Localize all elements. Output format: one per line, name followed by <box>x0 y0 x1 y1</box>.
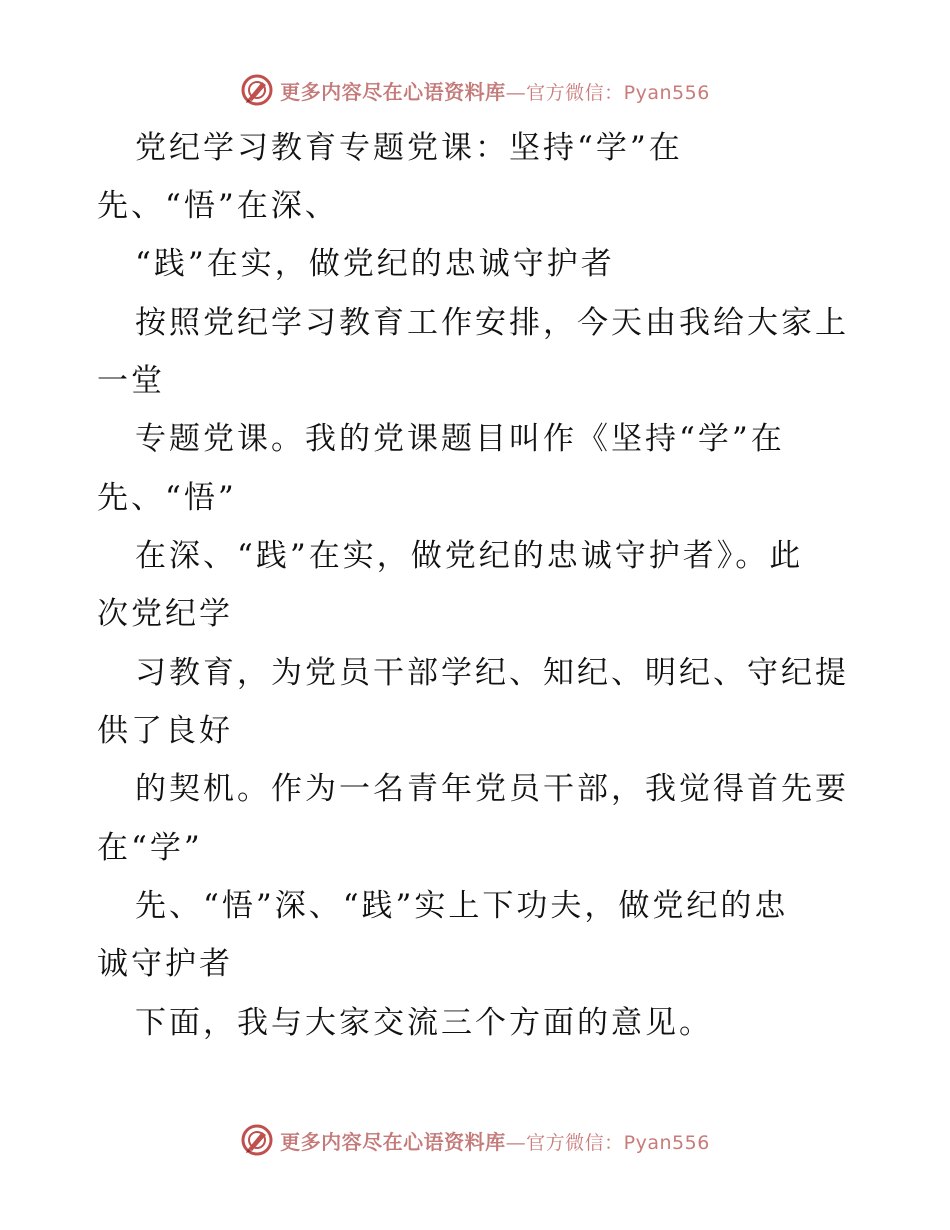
text-line: 一堂 <box>97 363 165 399</box>
text-line: 次党纪学 <box>97 596 233 632</box>
watermark-brand: 更多内容尽在心语资料库 <box>280 79 506 104</box>
text-line: “践”在实，做党纪的忠诚守护者 <box>135 246 615 282</box>
pen-logo-icon <box>240 1123 274 1157</box>
text-line: 在深、“践”在实，做党纪的忠诚守护者》。此 <box>135 538 804 574</box>
watermark-separator: — <box>505 1129 527 1154</box>
text-line: 按照党纪学习教育工作安排，今天由我给大家上 <box>135 305 849 341</box>
text-line: 在“学” <box>97 830 203 866</box>
watermark-subtitle: 官方微信：Pyan556 <box>526 81 710 104</box>
watermark-separator: — <box>505 79 527 104</box>
pen-logo-icon <box>240 73 274 107</box>
text-line: 习教育，为党员干部学纪、知纪、明纪、守纪提 <box>135 655 849 691</box>
text-line: 的契机。作为一名青年党员干部，我觉得首先要 <box>135 771 849 807</box>
text-line: 先、“悟”深、“践”实上下功夫，做党纪的忠 <box>135 888 789 924</box>
text-line: 党纪学习教育专题党课：坚持“学”在 <box>135 130 683 166</box>
footer-watermark <box>0 1120 950 1160</box>
text-line: 先、“悟” <box>97 480 237 516</box>
text-line: 下面，我与大家交流三个方面的意见。 <box>135 1005 713 1041</box>
text-line: 供了良好 <box>97 713 233 749</box>
header-watermark <box>0 70 950 110</box>
text-line: 专题党课。我的党课题目叫作《坚持“学”在 <box>135 421 785 457</box>
text-line: 先、“悟”在深、 <box>97 188 339 224</box>
watermark-subtitle: 官方微信：Pyan556 <box>526 1131 710 1154</box>
watermark-brand: 更多内容尽在心语资料库 <box>280 1129 506 1154</box>
text-line: 诚守护者 <box>97 946 233 982</box>
